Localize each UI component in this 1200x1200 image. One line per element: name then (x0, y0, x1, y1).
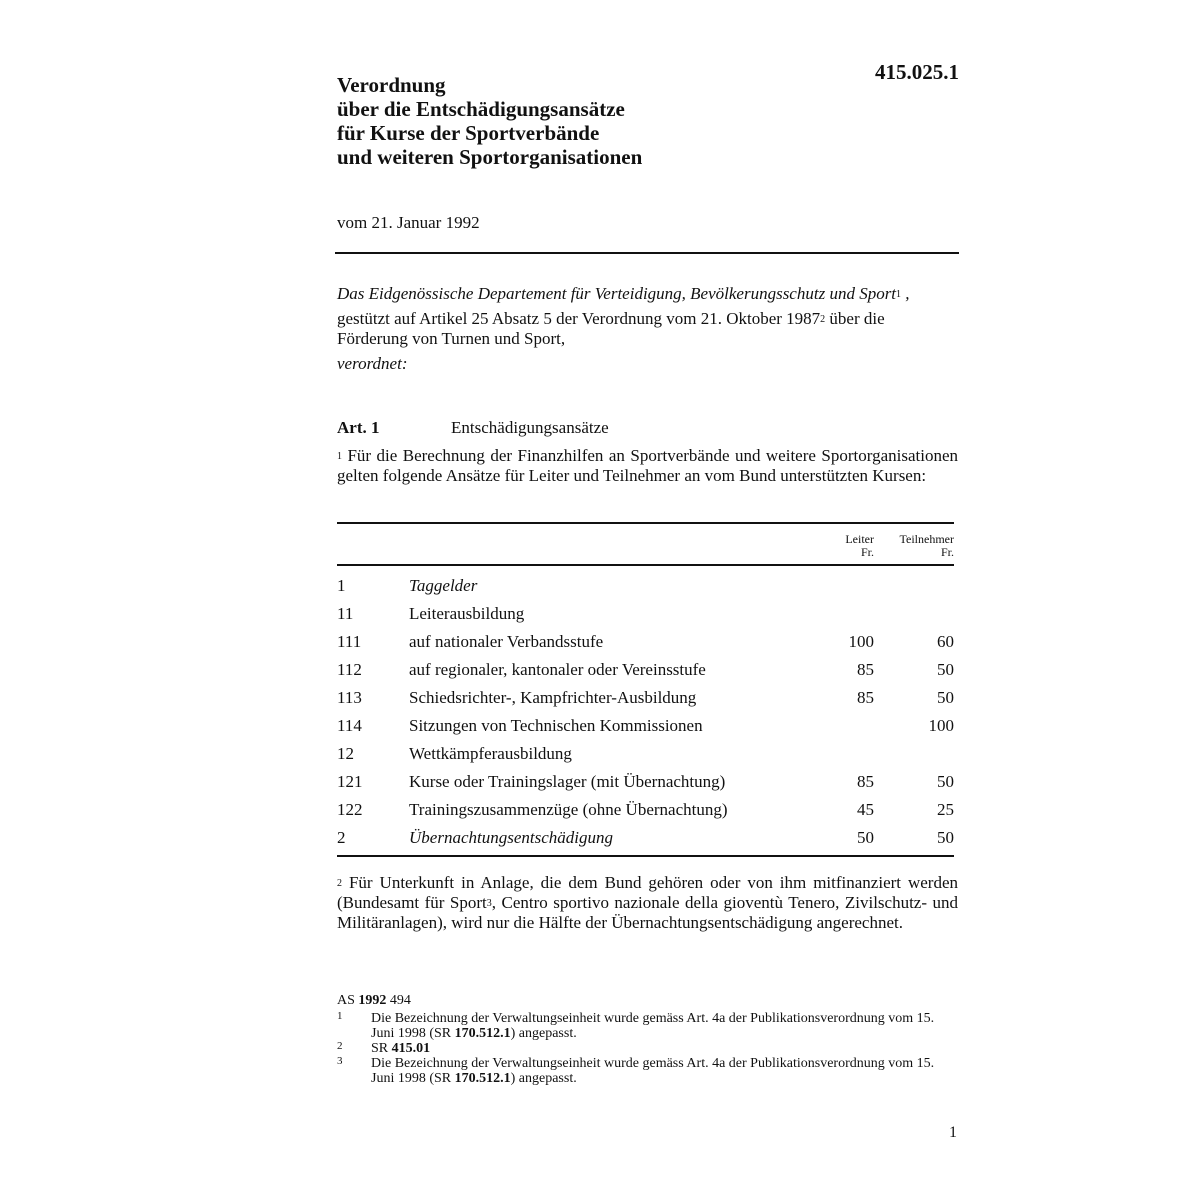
sr-link[interactable]: 415.01 (391, 1041, 431, 1056)
footnote-number: 3 (337, 1055, 343, 1067)
footnote-text: Die Bezeichnung der Verwaltungseinheit wurde gemäss Art. 4a der Publikationsverordnung vom 15. Juni 1998 (SR (371, 1011, 935, 1041)
document-page (337, 0, 959, 1200)
table-header (337, 524, 954, 564)
row-label: Übernachtungsentschädigung (409, 828, 613, 847)
as-year: 1992 (358, 993, 387, 1008)
title-line: Verordnung (337, 73, 446, 97)
column-unit: Fr. (940, 545, 954, 559)
authority-suffix: , (901, 284, 910, 303)
row-label: Schiedsrichter-, Kampfrichter-Ausbildung (409, 688, 697, 707)
sr-number: 415.025.1 (875, 60, 959, 84)
title-line: und weiteren Sportorganisationen (337, 145, 643, 169)
row-code: 114 (337, 716, 362, 735)
row-teilnehmer: 25 (937, 800, 954, 819)
row-label: Leiterausbildung (409, 604, 525, 623)
footnote-ref[interactable]: 2 (820, 314, 826, 325)
row-leiter: 85 (857, 772, 874, 791)
column-label: Teilnehmer (899, 532, 954, 546)
footnote-number: 1 (337, 1010, 343, 1022)
row-label: auf nationaler Verbandsstufe (409, 632, 604, 651)
row-code: 12 (337, 744, 354, 763)
paragraph-text-cont: , Centro sportivo nazionale della gioventù Tenero, Zivilschutz- und Militäranlagen), wird nur die Hälfte der Übernachtungsentschädigung angerechnet. (337, 893, 958, 932)
row-label: Sitzungen von Technischen Kommissionen (409, 716, 703, 735)
article-paragraph-1 (337, 446, 958, 486)
preamble-authority (337, 284, 959, 304)
row-label: auf regionaler, kantonaler oder Vereinsstufe (409, 660, 706, 679)
table-body (337, 566, 954, 855)
row-code: 1 (337, 576, 346, 595)
title-line: für Kurse der Sportverbände (337, 121, 600, 145)
footnote (337, 1011, 959, 1041)
row-label: Wettkämpferausbildung (409, 744, 572, 763)
footnote-text-end: ) angepasst. (510, 1026, 577, 1041)
table-row (337, 628, 954, 656)
row-code: 112 (337, 660, 362, 679)
row-code: 121 (337, 772, 363, 791)
row-code: 2 (337, 828, 346, 847)
row-leiter: 85 (857, 688, 874, 707)
row-teilnehmer: 60 (937, 632, 954, 651)
table-row (337, 600, 954, 628)
paragraph-text: Für Unterkunft in Anlage, die dem Bund gehören oder von ihm mitfinanziert werden (Bundesamt für Sport (337, 873, 958, 912)
row-teilnehmer: 100 (928, 716, 954, 735)
footnote (337, 1056, 959, 1086)
preamble (337, 284, 959, 374)
row-code: 11 (337, 604, 354, 623)
table-bottom-rule (337, 855, 954, 857)
official-collection-ref (337, 993, 959, 1008)
row-code: 113 (337, 688, 362, 707)
as-prefix: AS (337, 993, 359, 1008)
footnote-text: SR (371, 1041, 392, 1056)
row-leiter: 85 (857, 660, 874, 679)
row-teilnehmer: 50 (937, 660, 954, 679)
article-heading (337, 418, 959, 438)
row-teilnehmer: 50 (937, 828, 954, 847)
footnote-text-end: ) angepasst. (510, 1071, 577, 1086)
row-leiter: 50 (857, 828, 874, 847)
column-unit: Fr. (860, 545, 874, 559)
row-teilnehmer: 50 (937, 772, 954, 791)
page-number: 1 (949, 1124, 957, 1141)
footnote (337, 1041, 959, 1056)
table-row (337, 712, 954, 740)
table-row (337, 796, 954, 824)
basis-text: gestützt auf Artikel 25 Absatz 5 der Verordnung vom 21. Oktober 1987 (337, 309, 821, 328)
column-header-teilnehmer (900, 533, 954, 559)
row-code: 122 (337, 800, 363, 819)
document-title (337, 73, 642, 169)
table-row (337, 824, 954, 852)
sr-link[interactable]: 170.512.1 (454, 1071, 511, 1086)
table-row (337, 656, 954, 684)
column-header-leiter (845, 533, 874, 559)
title-line: über die Entschädigungsansätze (337, 97, 625, 121)
footnote-ref[interactable]: 1 (896, 289, 902, 300)
row-label: Taggelder (409, 576, 478, 595)
paragraph-number: 1 (337, 451, 342, 462)
table-row (337, 740, 954, 768)
paragraph-number: 2 (337, 878, 342, 889)
title-divider (335, 252, 959, 254)
article-number: Art. 1 (337, 418, 380, 437)
as-page: 494 (386, 993, 411, 1008)
row-code: 111 (337, 632, 362, 651)
footnote-ref[interactable]: 3 (486, 898, 492, 909)
preamble-basis (337, 309, 959, 349)
article-title: Entschädigungsansätze (451, 418, 609, 437)
sr-link[interactable]: 170.512.1 (454, 1026, 511, 1041)
authority-text: Das Eidgenössische Departement für Verteidigung, Bevölkerungsschutz und Sport (337, 284, 897, 303)
row-leiter: 45 (857, 800, 874, 819)
rates-table (337, 522, 954, 857)
row-label: Trainingszusammenzüge (ohne Übernachtung) (409, 800, 728, 819)
table-row (337, 768, 954, 796)
row-label: Kurse oder Trainingslager (mit Übernachtung) (409, 772, 726, 791)
footnote-number: 2 (337, 1040, 343, 1052)
footnotes (337, 993, 959, 1086)
document-date: vom 21. Januar 1992 (337, 213, 480, 232)
basis-text-cont: über die Förderung von Turnen und Sport, (337, 309, 885, 348)
table-row (337, 684, 954, 712)
table-row (337, 572, 954, 600)
article-paragraph-2 (337, 873, 958, 933)
row-teilnehmer: 50 (937, 688, 954, 707)
paragraph-text: Für die Berechnung der Finanzhilfen an Sportverbände und weitere Sportorganisationen gelten folgende Ansätze für Leiter und Teilnehmer an vom Bund unterstützten Kursen: (337, 446, 958, 485)
footnote-text: Die Bezeichnung der Verwaltungseinheit wurde gemäss Art. 4a der Publikationsverordnung vom 15. Juni 1998 (SR (371, 1056, 935, 1086)
preamble-ordains: verordnet: (337, 354, 408, 373)
row-leiter: 100 (848, 632, 874, 651)
column-label: Leiter (845, 532, 874, 546)
